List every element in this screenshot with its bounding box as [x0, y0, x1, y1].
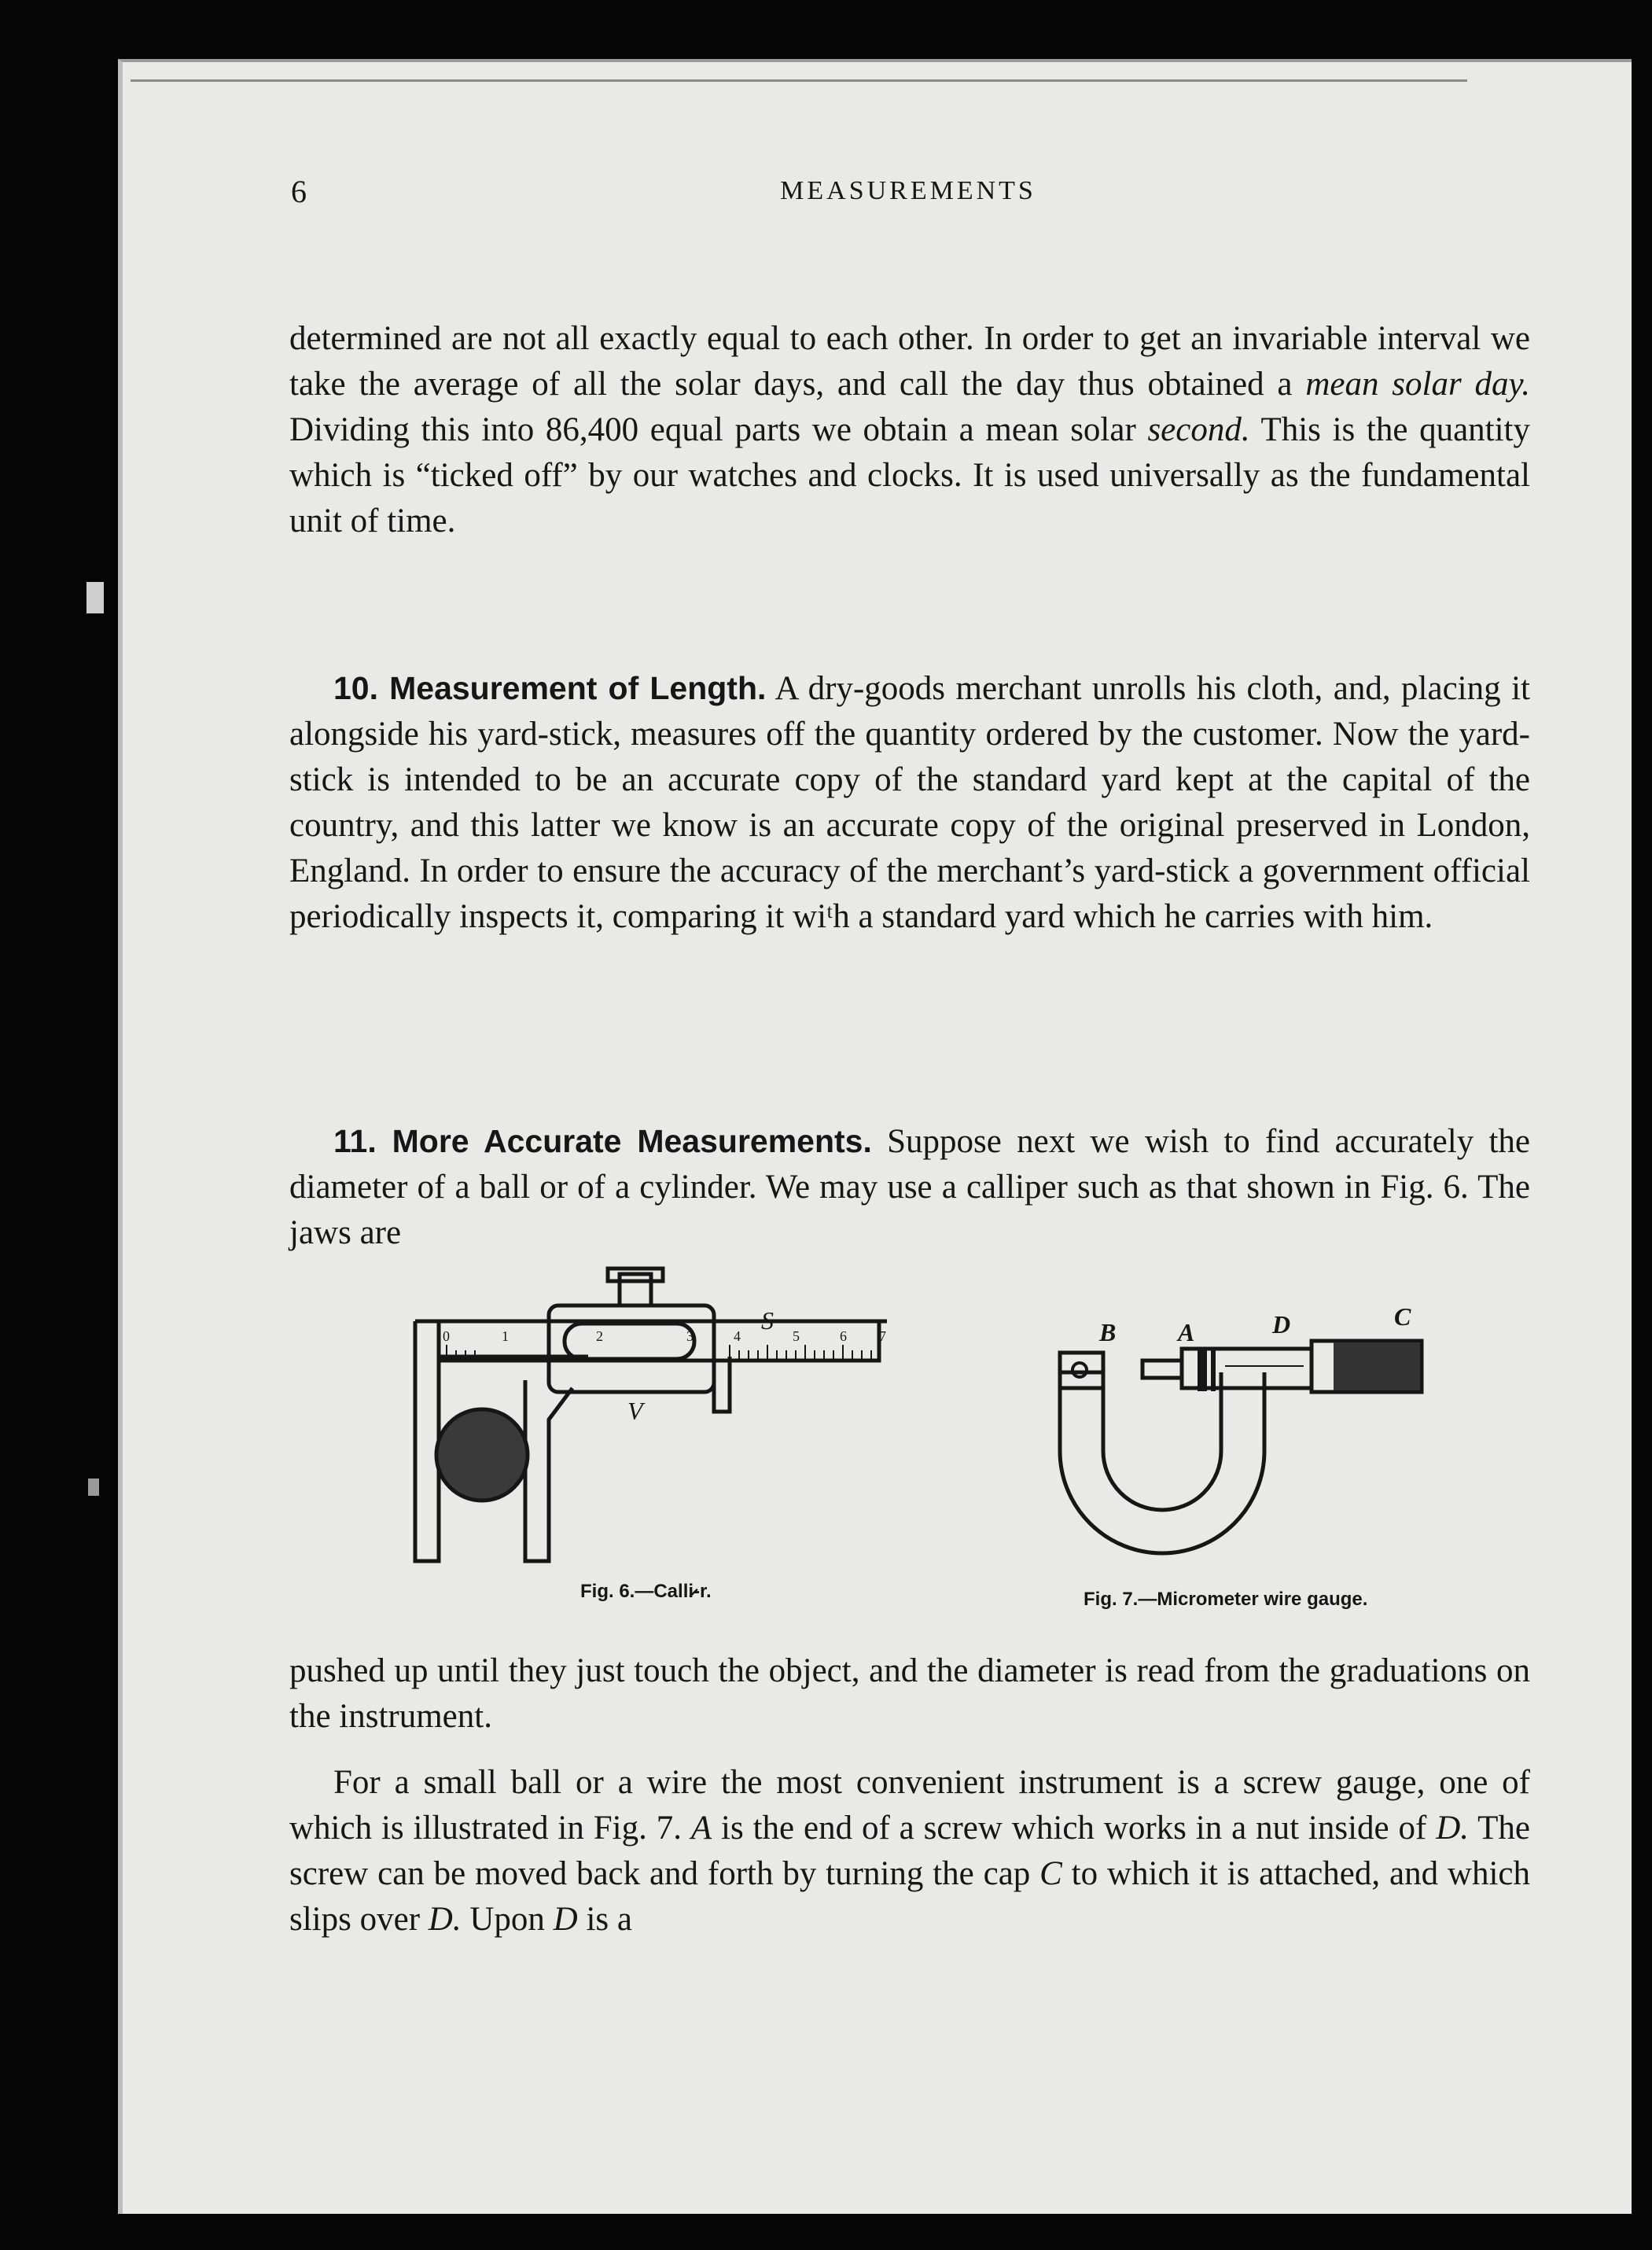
paragraph-text: is a	[577, 1901, 632, 1938]
section-heading: 11. More Accurate Measurements.	[333, 1123, 872, 1159]
italic-letter: D.	[428, 1901, 462, 1938]
scale-number: 4	[734, 1328, 741, 1344]
page-number: 6	[291, 174, 307, 209]
paragraph-text: Suppose next we wish to find accurately the diameter of a ball or of a cylinder. We may use a calliper such as that shown in Fig. 6. The jaws are	[289, 1123, 1531, 1251]
scale-number: 7	[879, 1328, 886, 1344]
paragraph-length	[289, 665, 1530, 940]
border-speck	[88, 1479, 99, 1496]
italic-letter: D.	[1436, 1810, 1470, 1847]
italic-letter: C	[1039, 1855, 1062, 1892]
italic-letter: D	[553, 1901, 578, 1938]
scale-number: 5	[793, 1328, 800, 1344]
label-b: B	[1099, 1318, 1117, 1346]
italic-term: second.	[1147, 411, 1250, 448]
label-c: C	[1394, 1302, 1411, 1331]
paragraph-text: A dry-goods merchant unrolls his cloth, and, placing it alongside his yard-stick, measures off the quantity ordered by the customer. Now the yard-stick is intended to be an accurate copy of the standard yard kept at the capital of the country, and this latter we know is an accurate copy of the original preserved in London, England. In order to ensure the accuracy of the merchant’s yard-stick a government official periodically inspects it, comparing it wiᵗh a standard yard which he carries with him.	[289, 670, 1530, 935]
running-title: MEASUREMENTS	[780, 176, 1036, 205]
section-heading: 10. Measurement of Length.	[333, 670, 767, 706]
paragraph-text: determined are not all exactly equal to each other. In order to get an invariable interval we take the average of all the solar days, and call the day thus obtained a	[289, 320, 1530, 403]
paragraph-screw-gauge	[289, 1760, 1530, 1943]
micrometer-illustration	[1044, 1262, 1516, 1593]
border-speck	[86, 582, 104, 613]
paragraph-time	[289, 316, 1530, 544]
paragraph-text: Dividing this into 86,400 equal parts we obtain a mean solar	[289, 411, 1148, 448]
scale-number: 0	[443, 1328, 450, 1344]
label-d: D	[1272, 1310, 1291, 1339]
label-a: A	[1178, 1318, 1195, 1346]
italic-letter: A	[690, 1810, 712, 1847]
page-top-rule	[131, 79, 1467, 82]
figures	[289, 1262, 1530, 1632]
paragraph-text: This is the quantity which is “ticked off” by our watches and clocks. It is used universally as the fundamental unit of time.	[289, 411, 1531, 539]
paragraph-text: pushed up until they just touch the object, and the diameter is read from the graduations on the instrument.	[289, 1652, 1530, 1735]
paragraph-text: Upon	[461, 1901, 554, 1938]
scale-label: S	[761, 1306, 774, 1335]
paragraph-text: For a small ball or a wire the most convenient instrument is a screw gauge, one of which is illustrated in Fig. 7.	[289, 1764, 1530, 1847]
scale-number: 2	[596, 1328, 603, 1344]
paragraph-text: The screw can be moved back and forth by turning the cap	[289, 1810, 1531, 1892]
scale-number: 6	[840, 1328, 847, 1344]
paragraph-text: is the end of a screw which works in a nut inside of	[712, 1810, 1437, 1847]
figure-6-caption: Fig. 6.—Calli̷‐r.	[580, 1581, 712, 1602]
italic-term: mean solar day.	[1305, 366, 1530, 403]
figure-7-caption: Fig. 7.—Micrometer wire gauge.	[1084, 1589, 1368, 1610]
calliper-illustration	[289, 1262, 887, 1593]
paragraph-text: to which it is attached, and which slips over	[289, 1855, 1530, 1938]
vernier-label: V	[627, 1397, 643, 1425]
scale-number: 1	[502, 1328, 509, 1344]
paragraph-accurate	[289, 1118, 1530, 1256]
running-head	[291, 173, 1525, 220]
paragraph-calliper	[289, 1648, 1530, 1740]
scale-number: 3	[686, 1328, 694, 1344]
